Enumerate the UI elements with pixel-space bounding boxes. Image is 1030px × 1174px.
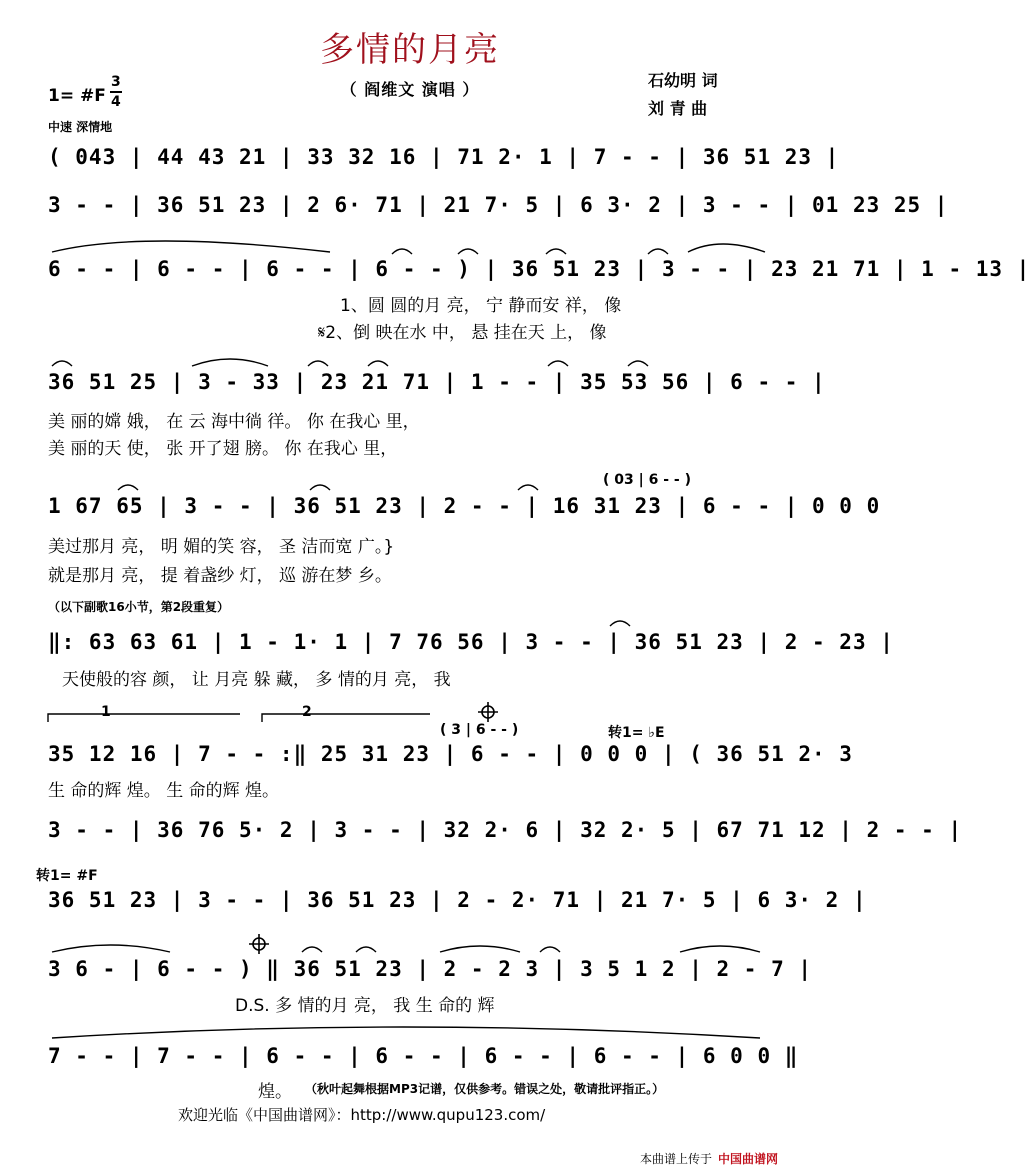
tie xyxy=(540,947,560,952)
lyrics-row-4-verse1: 美 丽的嫦 娥， 在 云 海中徜 徉。 你 在我心 里， xyxy=(48,412,420,432)
volta-2-bracket xyxy=(262,714,430,722)
tie xyxy=(518,485,538,490)
tie xyxy=(356,947,376,952)
modulation-f-sharp: 转1= #F xyxy=(36,868,98,884)
tempo-marking: 中速 深情地 xyxy=(48,120,113,134)
notation-row-6: ‖: 63 63 61 | 1 - 1· 1 | 7 76 56 | 3 - - | 36 51 23 | 2 - 23 | xyxy=(48,630,894,654)
slur xyxy=(192,359,268,366)
interlude-notation: ( 03 | 6 - - ) xyxy=(603,472,691,488)
tie xyxy=(368,361,388,366)
volta-1-label: 1 xyxy=(101,704,111,720)
song-title: 多情的月亮 xyxy=(320,30,500,70)
tie xyxy=(610,621,630,626)
tie xyxy=(392,249,412,254)
lyrics-row-5-verse2: 就是那月 亮， 提 着盏纱 灯， 巡 游在梦 乡。 xyxy=(48,566,392,586)
transcriber-remark: （秋叶起舞根据MP3记谱，仅供参考。错误之处，敬请批评指正。） xyxy=(305,1082,665,1096)
notation-row-9: 36 51 23 | 3 - - | 36 51 23 | 2 - 2· 71 | 21 7· 5 | 6 3· 2 | xyxy=(48,888,867,912)
notation-row-4: 36 51 25 | 3 - 33 | 23 21 71 | 1 - - | 35 53 56 | 6 - - | xyxy=(48,370,826,394)
volta-2-label: 2 xyxy=(302,704,312,720)
tie xyxy=(310,485,330,490)
tie xyxy=(458,249,478,254)
lyrics-row-3-verse1: 1、圆 圆的月 亮， 宁 静而安 祥， 像 xyxy=(340,296,622,316)
slur xyxy=(52,1027,760,1038)
tie xyxy=(548,361,568,366)
singer-credit: （ 阎维文 演唱 ） xyxy=(340,80,480,99)
slur xyxy=(440,946,520,952)
slur xyxy=(680,946,760,952)
notation-row-3: 6 - - | 6 - - | 6 - - | 6 - - ) | 36 51 23 | 3 - - | 23 21 71 | 1 - 13 | xyxy=(48,257,1030,281)
notation-row-11: 7 - - | 7 - - | 6 - - | 6 - - | 6 - - | 6 - - | 6 0 0 ‖ xyxy=(48,1044,799,1068)
lyrics-row-3-verse2: 𝄋2、倒 映在水 中， 悬 挂在天 上， 像 xyxy=(318,323,607,343)
composer-credit: 刘 青 曲 xyxy=(648,99,708,118)
chorus-note: （以下副歌16小节，第2段重复） xyxy=(48,600,230,614)
coda-interlude: ( 3 | 6 - - ) xyxy=(440,722,519,738)
time-signature-bottom: 4 xyxy=(111,94,121,110)
time-signature-top: 3 xyxy=(111,74,121,90)
notation-row-10: 3 6 - | 6 - - ) ‖ 36 51 23 | 2 - 2 3 | 3 5 1 2 | 2 - 7 | xyxy=(48,957,813,981)
lyrics-row-6: 天使般的容 颜， 让 月亮 躲 藏， 多 情的月 亮， 我 xyxy=(62,670,451,690)
lyricist-credit: 石幼明 词 xyxy=(648,71,718,90)
tie xyxy=(648,249,668,254)
notation-row-8: 3 - - | 36 76 5· 2 | 3 - - | 32 2· 6 | 32 2· 5 | 67 71 12 | 2 - - | xyxy=(48,818,963,842)
notation-row-7: 35 12 16 | 7 - - :‖ 25 31 23 | 6 - - | 0 0 0 | ( 36 51 2· 3 xyxy=(48,742,853,766)
slur xyxy=(688,244,765,252)
lyrics-row-7: 生 命的辉 煌。 生 命的辉 煌。 xyxy=(48,781,280,801)
notation-row-2: 3 - - | 36 51 23 | 2 6· 71 | 21 7· 5 | 6 3· 2 | 3 - - | 01 23 25 | xyxy=(48,193,949,217)
lyrics-row-11: 煌。 xyxy=(258,1082,292,1102)
notation-row-1: ( 043 | 44 43 21 | 33 32 16 | 71 2· 1 | 7 - - | 36 51 23 | xyxy=(48,145,840,169)
tie xyxy=(308,361,328,366)
tie xyxy=(628,361,648,366)
tie xyxy=(52,361,72,366)
uploader-label: 本曲谱上传于 xyxy=(640,1152,713,1166)
lyrics-row-4-verse2: 美 丽的天 使， 张 开了翅 膀。 你 在我心 里， xyxy=(48,439,398,459)
slur xyxy=(52,241,330,252)
volta-1-bracket xyxy=(48,714,240,722)
tie xyxy=(118,485,138,490)
key-signature: 1= #F xyxy=(48,86,106,106)
modulation-e-flat: 转1= ♭E xyxy=(608,725,665,741)
notation-row-5: 1 67 65 | 3 - - | 36 51 23 | 2 - - | 16 31 23 | 6 - - | 0 0 0 xyxy=(48,494,881,518)
lyrics-row-5-verse1: 美过那月 亮， 明 媚的笑 容， 圣 洁而宽 广。} xyxy=(48,537,395,557)
lyrics-row-10: D.S. 多 情的月 亮， 我 生 命的 辉 xyxy=(235,996,495,1016)
tie xyxy=(546,249,566,254)
brand-logo: 中国曲谱网 xyxy=(718,1152,779,1166)
site-link[interactable]: 欢迎光临《中国曲谱网》：http://www.qupu123.com/ xyxy=(178,1106,546,1124)
slur xyxy=(52,945,170,952)
tie xyxy=(302,947,322,952)
